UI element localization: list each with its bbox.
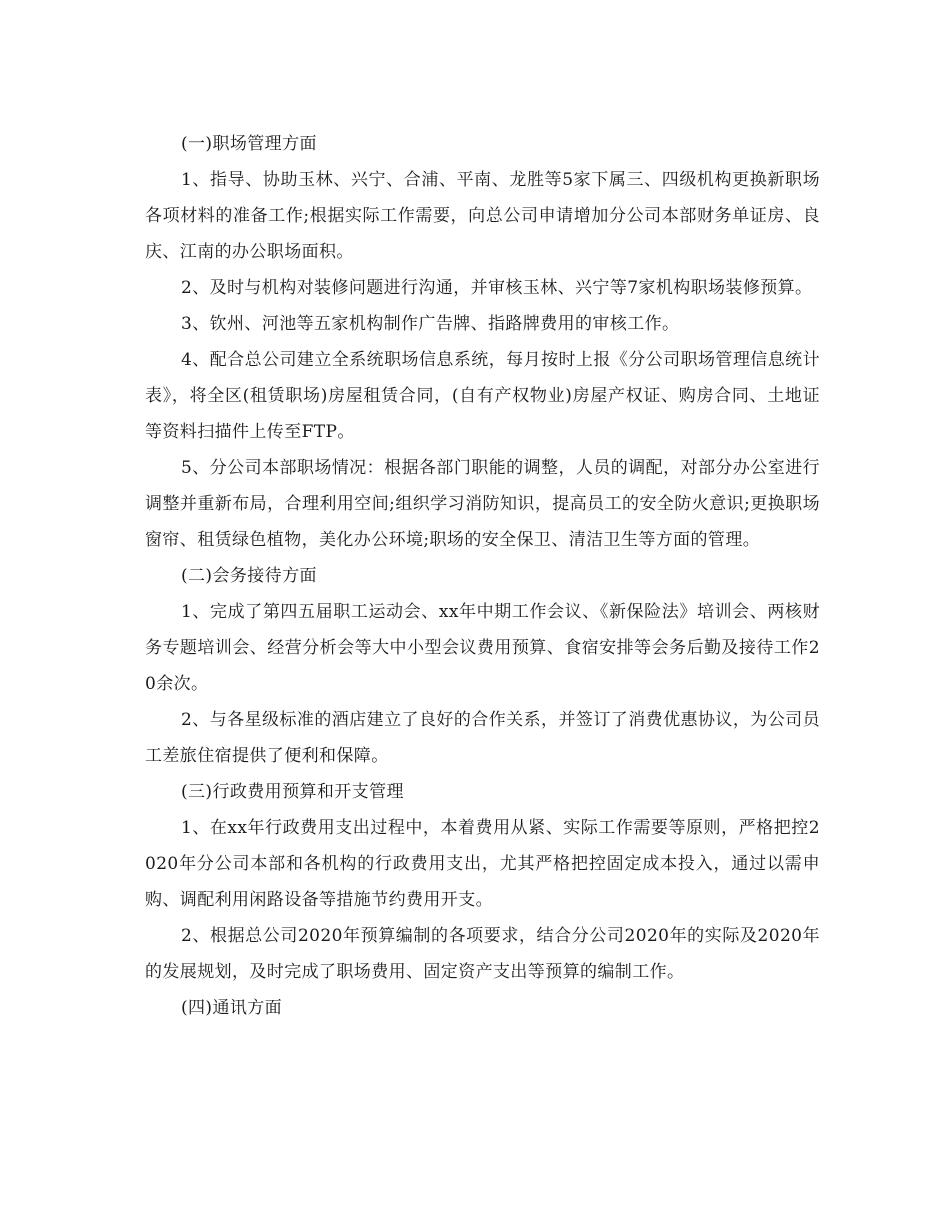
section-heading: (四)通讯方面 — [181, 998, 283, 1018]
paragraph: 1、指导、协助玉林、兴宁、合浦、平南、龙胜等5家下属三、四级机构更换新职场各项材料的准备工作;根据实际工作需要，向总公司申请增加分公司本部财务单证房、良庆、江南的办公职场面积。 — [145, 170, 820, 262]
document-body — [145, 126, 820, 1026]
paragraph: 2、及时与机构对装修问题进行沟通，并审核玉林、兴宁等7家机构职场装修预算。 — [181, 278, 813, 298]
paragraph: 4、配合总公司建立全系统职场信息系统，每月按时上报《分公司职场管理信息统计表》，将全区(租赁职场)房屋租赁合同，(自有产权物业)房屋产权证、购房合同、土地证等资料扫描件上传至FTP。 — [145, 350, 820, 442]
paragraph: 1、完成了第四五届职工运动会、xx年中期工作会议、《新保险法》培训会、两核财务专题培训会、经营分析会等大中小型会议费用预算、食宿安排等会务后勤及接待工作20余次。 — [145, 602, 820, 694]
section-heading: (一)职场管理方面 — [181, 134, 317, 154]
paragraph: 5、分公司本部职场情况：根据各部门职能的调整，人员的调配，对部分办公室进行调整并重新布局，合理利用空间;组织学习消防知识，提高员工的安全防火意识;更换职场窗帘、租赁绿色植物，美化办公环境;职场的安全保卫、清洁卫生等方面的管理。 — [145, 458, 820, 550]
section-heading: (二)会务接待方面 — [181, 566, 317, 586]
paragraph: 3、钦州、河池等五家机构制作广告牌、指路牌费用的审核工作。 — [181, 314, 680, 334]
section-heading: (三)行政费用预算和开支管理 — [181, 782, 404, 802]
paragraph: 2、根据总公司2020年预算编制的各项要求，结合分公司2020年的实际及2020年的发展规划，及时完成了职场费用、固定资产支出等预算的编制工作。 — [145, 926, 820, 982]
paragraph: 2、与各星级标准的酒店建立了良好的合作关系，并签订了消费优惠协议，为公司员工差旅住宿提供了便利和保障。 — [145, 710, 820, 766]
paragraph: 1、在xx年行政费用支出过程中，本着费用从紧、实际工作需要等原则，严格把控2020年分公司本部和各机构的行政费用支出，尤其严格把控固定成本投入，通过以需申购、调配利用闲路设备等措施节约费用开支。 — [145, 818, 820, 910]
